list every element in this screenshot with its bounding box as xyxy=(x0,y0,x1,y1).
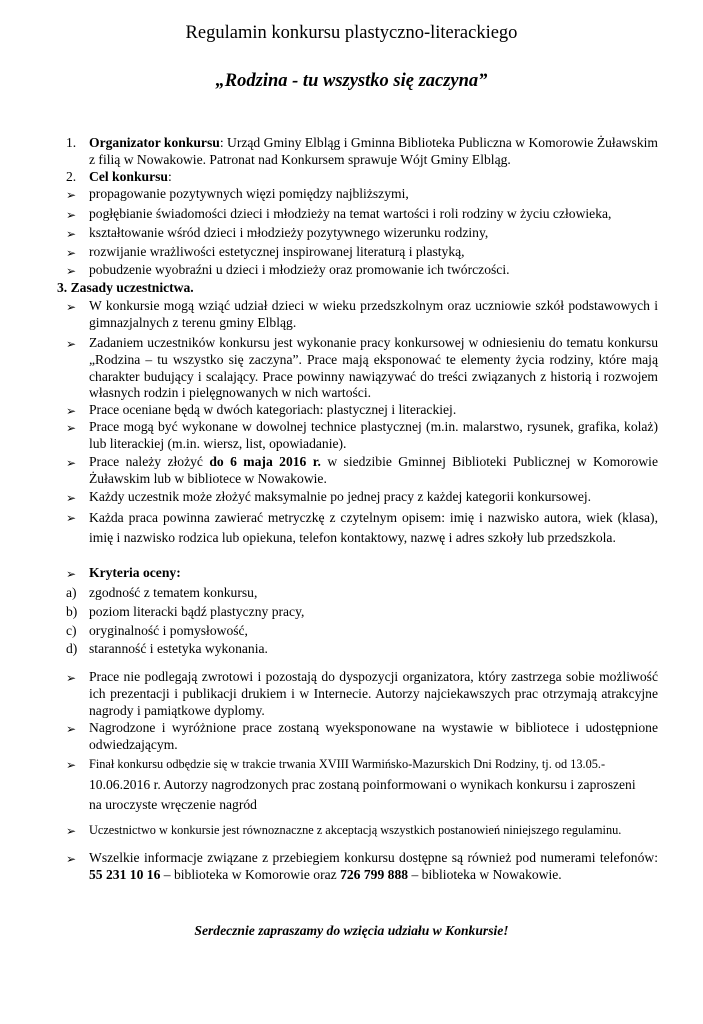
deadline-text xyxy=(89,454,658,488)
deadline-before: Prace należy złożyć xyxy=(89,454,210,469)
criteria-heading: Kryteria oceny: xyxy=(89,565,181,580)
arrow-bullet-icon: ➢ xyxy=(66,208,77,222)
document-subtitle: „Rodzina - tu wszystko się zaczyna” xyxy=(215,71,488,91)
criteria-text: staranność i estetyka wykonania. xyxy=(89,641,268,656)
closing-invitation: Serdecznie zapraszamy do wzięcia udziału w Konkursie! xyxy=(194,923,509,938)
arrow-bullet-icon: ➢ xyxy=(66,404,77,418)
contact-text xyxy=(89,850,658,884)
final-text xyxy=(89,754,658,816)
contact-before: Wszelkie informacje związane z przebiegiem konkursu dostępne są również pod numerami telefonów: xyxy=(89,850,658,865)
arrow-bullet-icon: ➢ xyxy=(66,852,77,866)
arrow-bullet-icon: ➢ xyxy=(66,671,77,685)
acceptance-text: Uczestnictwo w konkursie jest równoznaczne z akceptacją wszystkich postanowień niniejszego regulaminu. xyxy=(89,823,622,837)
criteria-text: oryginalność i pomysłowość, xyxy=(89,623,248,638)
section-3-heading: 3. Zasady uczestnictwa. xyxy=(57,280,194,295)
goal-item-text: pogłębianie świadomości dzieci i młodzieży na temat wartości i roli rodziny w życiu człowieka, xyxy=(89,206,612,221)
arrow-bullet-icon: ➢ xyxy=(66,511,77,525)
section-2-colon: : xyxy=(167,169,172,184)
arrow-bullet-icon: ➢ xyxy=(66,758,77,772)
goal-item-text: rozwijanie wrażliwości estetycznej inspirowanej literaturą i plastyką, xyxy=(89,244,465,259)
rule-item-text: Prace mogą być wykonane w dowolnej technice plastycznej (m.in. malarstwo, rysunek, grafika, kolaż) lub literackiej (m.in. wiersz, list, opowiadanie). xyxy=(89,419,658,451)
rule-item-text: Zadaniem uczestników konkursu jest wykonanie pracy konkursowej w odniesieniu do tematu konkursu „Rodzina – tu wszystko się zaczyna”. Prace mają eksponować te elementy życia rodziny, które mają charakter budujący i scalający. Prace powinny nawiązywać do treści związanych z historią i rozwojem własnych rodzin i pielęgnowanych w nich wartości. xyxy=(89,335,658,401)
arrow-bullet-icon: ➢ xyxy=(66,300,77,314)
arrow-bullet-icon: ➢ xyxy=(66,188,77,202)
rule-item-text: Prace oceniane będą w dwóch kategoriach: plastycznej i literackiej. xyxy=(89,402,457,417)
contact-after: – biblioteka w Nowakowie. xyxy=(408,866,562,882)
final-line-2: 10.06.2016 r. Autorzy nagrodzonych prac zostaną poinformowani o wynikach konkursu i zaproszeni xyxy=(89,776,636,792)
criteria-text: poziom literacki bądź plastyczny pracy, xyxy=(89,604,305,619)
final-line-1: Finał konkursu odbędzie się w trakcie trwania XVIII Warmińsko-Mazurskich Dni Rodziny, tj. od 13.05.- xyxy=(89,757,606,771)
document-title: Regulamin konkursu plastyczno-literackiego xyxy=(185,23,518,43)
arrow-bullet-icon: ➢ xyxy=(66,456,77,470)
rule-item-text: W konkursie mogą wziąć udział dzieci w wieku przedszkolnym oraz uczniowie szkół podstawowych i gimnazjalnych z terenu gminy Elbląg. xyxy=(89,298,658,330)
final-line-3: na uroczyste wręczenie nagród xyxy=(89,797,257,812)
section-1-body: : Urząd Gminy Elbląg i Gminna Biblioteka Publiczna w Komorowie Żuławskim z filią w Nowakowie. Patronat nad Konkursem sprawuje Wójt Gminy Elbląg. xyxy=(89,135,658,167)
goal-item-text: kształtowanie wśród dzieci i młodzieży pozytywnego wizerunku rodziny, xyxy=(89,225,489,240)
deadline-after: w siedzibie Gminnej Biblioteki Publicznej w Komorowie Żuławskim lub w bibliotece w Nowakowie. xyxy=(89,454,658,486)
section-number: 1. xyxy=(66,135,77,150)
rule-item-text: Każda praca powinna zawierać metryczkę z czytelnym opisem: imię i nazwisko autora, wiek (klasa), imię i nazwisko rodzica lub opiekuna, telefon kontaktowy, nazwę i adres szkoły lub przedszkola. xyxy=(89,510,658,545)
criteria-text: zgodność z tematem konkursu, xyxy=(89,585,258,600)
phone-nowakowo: 726 799 888 xyxy=(340,866,409,882)
phone-komorowo: 55 231 10 16 xyxy=(89,866,161,882)
section-1-label: Organizator konkursu xyxy=(89,135,220,150)
goal-item-text: pobudzenie wyobraźni u dzieci i młodzieży oraz promowanie ich twórczości. xyxy=(89,262,510,277)
arrow-bullet-icon: ➢ xyxy=(66,264,77,278)
rule-item-text: Nagrodzone i wyróżnione prace zostaną wyeksponowane na wystawie w bibliotece i udostępnione odwiedzającym. xyxy=(89,720,658,752)
section-2-heading xyxy=(89,169,658,186)
deadline-date: do 6 maja 2016 r. xyxy=(209,454,321,469)
arrow-bullet-icon: ➢ xyxy=(66,421,77,435)
arrow-bullet-icon: ➢ xyxy=(66,722,77,736)
criteria-letter: a) xyxy=(66,585,77,600)
criteria-letter: b) xyxy=(66,604,78,619)
rule-item-text: Prace nie podlegają zwrotowi i pozostają do dyspozycji organizatora, który zastrzega sobie możliwość ich prezentacji i publikacji drukiem i w Internecie. Autorzy najciekawszych prac otrzymają atrakcyjne nagrody i pamiątkowe dyplomy. xyxy=(89,669,658,718)
goal-item-text: propagowanie pozytywnych więzi pomiędzy najbliższymi, xyxy=(89,186,409,201)
section-number: 2. xyxy=(66,169,77,184)
arrow-bullet-icon: ➢ xyxy=(66,246,77,260)
criteria-letter: d) xyxy=(66,641,78,656)
arrow-bullet-icon: ➢ xyxy=(66,337,77,351)
arrow-bullet-icon: ➢ xyxy=(66,227,77,241)
section-1-text xyxy=(89,135,658,169)
arrow-bullet-icon: ➢ xyxy=(66,491,77,505)
criteria-letter: c) xyxy=(66,623,77,638)
arrow-bullet-icon: ➢ xyxy=(66,824,77,838)
rule-item-text: Każdy uczestnik może złożyć maksymalnie po jednej pracy z każdej kategorii konkursowej. xyxy=(89,489,592,504)
arrow-bullet-icon: ➢ xyxy=(66,567,77,581)
contact-middle: – biblioteka w Komorowie oraz xyxy=(160,866,341,882)
section-2-label: Cel konkursu xyxy=(89,169,168,184)
